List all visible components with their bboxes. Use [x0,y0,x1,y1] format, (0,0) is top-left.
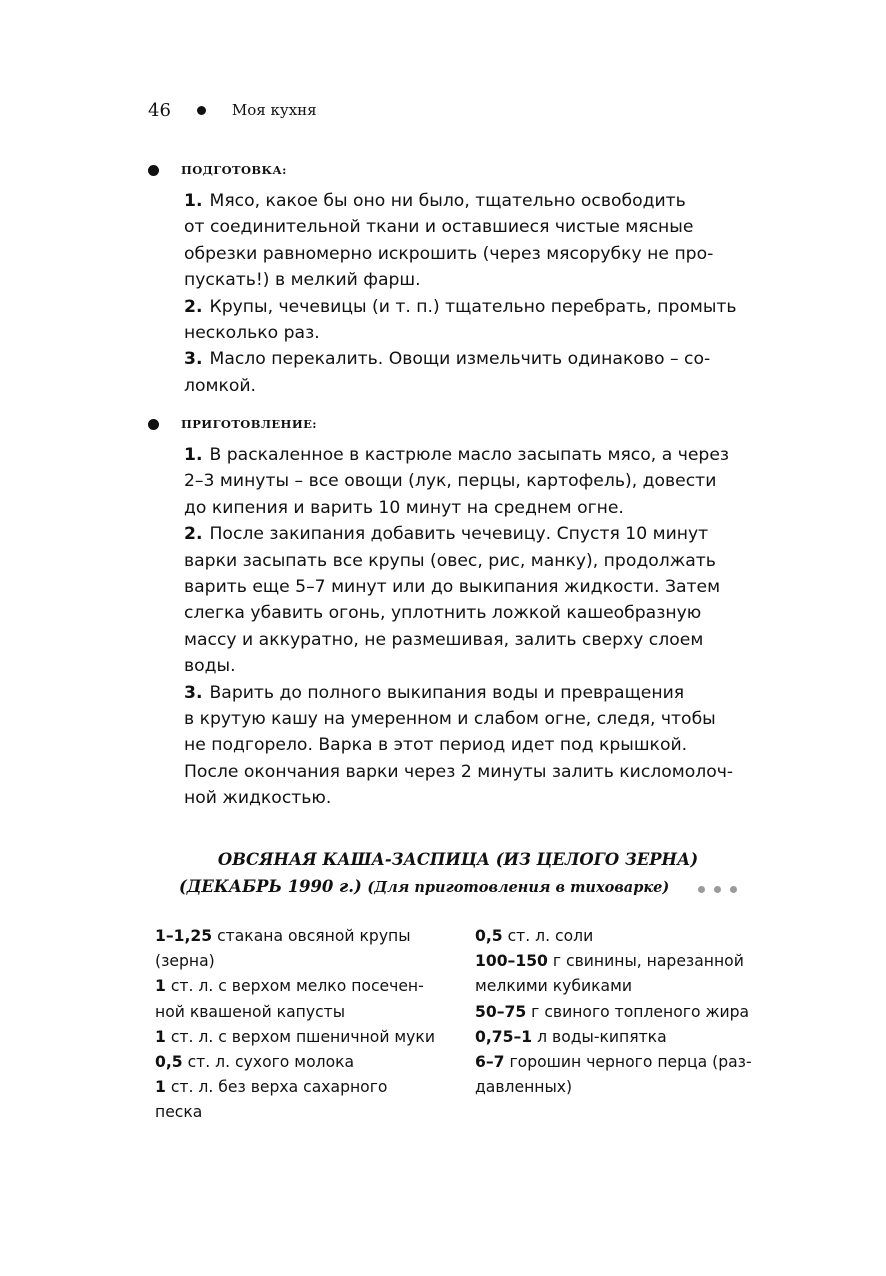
ingredient-line [475,924,785,949]
ingredient-line [475,974,785,999]
step-text: После окончания варки через 2 минуты залить кисломолоч- [184,761,734,782]
step-3 [184,680,778,812]
step-line [184,759,778,785]
step-text: варки засыпать все крупы (овес, рис, манку), продолжать [184,550,716,571]
ingredient-quantity: 50–75 [475,1002,527,1021]
ingredient-text: ной квашеной капусты [155,1002,346,1021]
ingredient-text: стакана овсяной крупы [217,927,411,945]
preparation-heading [148,158,788,182]
step-line [184,294,778,320]
step-text: массу и аккуратно, не размешивая, залить сверху слоем [184,629,704,650]
ingredient-quantity: 0,5 [475,927,503,945]
ingredients-right-column [475,924,785,1100]
step-line [184,495,778,521]
step-text: В раскаленное в кастрюле масло засыпать мясо, а через [209,445,730,465]
bullet-icon [148,165,159,176]
ingredient-item [475,1000,785,1025]
step-2 [184,294,778,347]
ingredient-item [155,1050,455,1075]
step-text: ломкой. [184,375,256,396]
step-text: После закипания добавить чечевицу. Спустя 10 минут [209,524,709,545]
ingredient-line [475,1075,785,1100]
step-line [184,600,778,626]
cooking-steps [184,442,778,812]
step-line [184,627,778,653]
ingredient-text: песка [155,1103,203,1122]
ingredient-line [475,1025,785,1050]
ingredient-line [155,1075,455,1100]
ingredient-item [475,949,785,999]
ingredient-item [155,924,455,974]
step-number: 3. [184,349,203,370]
step-line [184,320,778,346]
preparation-steps [184,188,778,399]
ingredient-line [475,1050,785,1075]
step-text: Мясо, какое бы оно ни было, тщательно освободить [209,191,686,211]
ingredient-item [475,1025,785,1050]
step-1 [184,442,778,521]
step-number: 1. [184,191,203,211]
step-line [184,732,778,758]
step-line [184,373,778,399]
ingredient-line [155,924,455,949]
ingredient-quantity: 1 [155,1078,166,1097]
step-text: до кипения и варить 10 минут на среднем огне. [184,497,624,518]
ingredient-text: ст. л. без верха сахарного [170,1078,388,1097]
bullet-dot-icon [197,106,206,115]
step-text: Варить до полного выкипания воды и превращения [209,682,685,703]
ingredient-quantity: 1 [155,977,166,996]
step-text: Крупы, чечевицы (и т. п.) тщательно перебрать, промыть [209,296,737,317]
ingredient-line [155,974,455,999]
step-text: в крутую кашу на умеренном и слабом огне, следя, чтобы [184,709,716,730]
preparation-section [148,158,788,399]
ingredient-text: ст. л. сухого молока [187,1053,355,1072]
cooking-title: ПРИГОТОВЛЕНИЕ: [181,417,317,431]
recipe-title-line1: ОВСЯНАЯ КАША-ЗАСПИЦА (ИЗ ЦЕЛОГО ЗЕРНА) [217,850,699,869]
ingredient-quantity: 1–1,25 [155,927,213,945]
ingredient-text: г свинины, нарезанной [552,952,744,971]
step-line [184,574,778,600]
step-line [184,346,778,372]
step-text: не подгорело. Варка в этот период идет под крышкой. [184,735,688,756]
step-line [184,241,778,267]
ingredient-quantity: 0,5 [155,1053,183,1072]
step-line [184,468,778,494]
step-line [184,188,778,214]
ingredient-item [155,1025,455,1050]
page-header [148,96,317,124]
ingredients-left-column [155,924,455,1126]
step-line [184,267,778,293]
ingredient-text: горошин черного перца (раз- [509,1053,752,1072]
recipe-title [148,846,768,901]
step-2 [184,521,778,679]
cooking-heading [148,412,788,436]
step-number: 2. [184,296,203,317]
bullet-icon [148,419,159,430]
step-text: от соединительной ткани и оставшиеся чистые мясные [184,217,694,238]
ingredient-text: мелкими кубиками [475,977,633,996]
step-text: Масло перекалить. Овощи измельчить одинаково – со- [209,349,711,370]
ingredient-quantity: 6–7 [475,1053,505,1072]
step-1 [184,188,778,294]
ingredient-line [475,949,785,974]
step-line [184,214,778,240]
step-line [184,521,778,547]
ingredient-line [155,1050,455,1075]
step-text: варить еще 5–7 минут или до выкипания жидкости. Затем [184,577,721,598]
step-text: несколько раз. [184,323,320,344]
recipe-date: (ДЕКАБРЬ 1990 г.) [179,877,362,896]
step-text: 2–3 минуты – все овощи (лук, перцы, картофель), довести [184,471,717,492]
step-line [184,548,778,574]
step-text: пускать!) в мелкий фарш. [184,270,421,291]
recipe-title-line2 [148,873,768,901]
cooking-section [148,412,788,812]
step-number: 1. [184,445,203,465]
step-number: 3. [184,682,203,703]
recipe-subtitle: (Для приготовления в тиховарке) [367,879,670,896]
ingredient-line [155,1100,455,1125]
step-text: ной жидкостью. [184,788,332,809]
step-line [184,653,778,679]
ingredient-text: ст. л. с верхом пшеничной муки [170,1027,435,1046]
ingredient-item [155,974,455,1024]
step-line [184,680,778,706]
ingredient-text: г свиного топленого жира [531,1002,750,1021]
step-number: 2. [184,524,203,545]
ingredient-text: л воды-кипятка [537,1027,667,1046]
step-text: воды. [184,656,236,677]
ingredient-item [475,924,785,949]
step-3 [184,346,778,399]
ingredient-text: ст. л. с верхом мелко посечен- [170,977,424,996]
ingredient-quantity: 0,75–1 [475,1027,533,1046]
ingredient-line [155,1025,455,1050]
page-number: 46 [148,99,171,121]
step-line [184,442,778,468]
ingredient-line [155,1000,455,1025]
ingredient-quantity: 100–150 [475,952,548,971]
ingredient-quantity: 1 [155,1027,166,1046]
step-line [184,785,778,811]
step-text: слегка убавить огонь, уплотнить ложкой кашеобразную [184,603,702,624]
preparation-title: ПОДГОТОВКА: [181,163,287,177]
ingredient-line [155,949,455,974]
ingredient-item [155,1075,455,1125]
ingredient-line [475,1000,785,1025]
ingredient-text: ст. л. соли [507,927,594,945]
ingredient-item [475,1050,785,1100]
decorative-dots-icon [689,874,737,901]
step-line [184,706,778,732]
running-title: Моя кухня [231,101,317,119]
step-text: обрезки равномерно искрошить (через мясорубку не про- [184,243,714,264]
ingredient-text: давленных) [475,1078,573,1097]
ingredient-text: (зерна) [155,952,215,971]
